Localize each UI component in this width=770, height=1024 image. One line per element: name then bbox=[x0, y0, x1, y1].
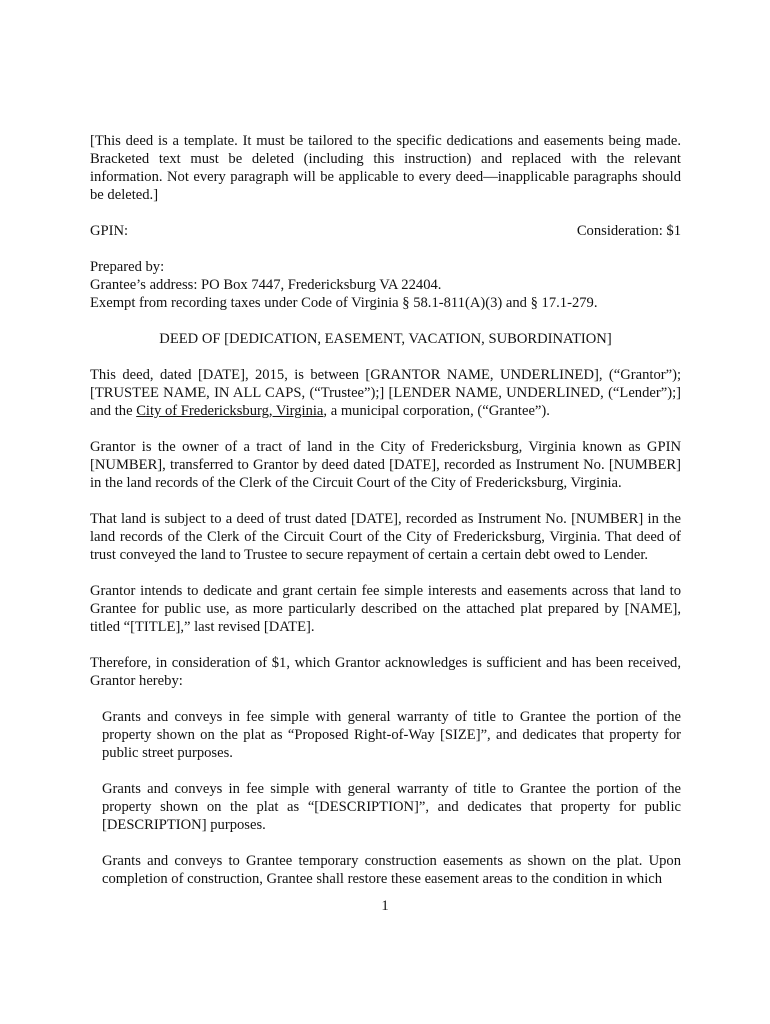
template-instruction: [This deed is a template. It must be tailored to the specific dedications and easements being made. Bracketed text must be deleted (including this instruction) and replaced with the relevant information. Not every paragraph will be applicable to every deed—inapplicable paragraphs should be deleted.] bbox=[90, 133, 681, 203]
parties-intro: This deed, dated [DATE], 2015, is between [GRANTOR NAME, UNDERLINED], (“Grantor”); [TRUSTEE NAME, IN ALL CAPS, (“Trustee”);] [LENDER NAME, UNDERLINED, (“Lender”);] and the bbox=[90, 367, 681, 419]
page-number: 1 bbox=[381, 898, 389, 914]
document-body bbox=[90, 132, 681, 906]
consideration-amount: Consideration: $1 bbox=[576, 223, 681, 239]
consideration-paragraph: Therefore, in consideration of $1, which Grantor acknowledges is sufficient and has been received, Grantor hereby: bbox=[90, 655, 681, 689]
deed-of-trust-paragraph: That land is subject to a deed of trust dated [DATE], recorded as Instrument No. [NUMBER] in the land records of the Clerk of the Circuit Court of the City of Fredericksburg, Virginia. That deed of trust conveyed the land to Trustee to secure repayment of certain a certain debt owed to Lender. bbox=[90, 511, 681, 563]
ownership-paragraph: Grantor is the owner of a tract of land in the City of Fredericksburg, Virginia known as GPIN [NUMBER], transferred to Grantor by deed dated [DATE], recorded as Instrument No. [NUMBER] in the land records of the Clerk of the Circuit Court of the City of Fredericksburg, Virginia. bbox=[90, 439, 681, 491]
deed-title: DEED OF [DEDICATION, EASEMENT, VACATION, SUBORDINATION] bbox=[159, 331, 612, 347]
parties-outro: , a municipal corporation, (“Grantee”). bbox=[323, 403, 550, 419]
grant-clause-temporary-easement: Grants and conveys to Grantee temporary construction easements as shown on the plat. Upon completion of construction, Grantee shall restore these easement areas to the condition in which bbox=[102, 853, 681, 887]
tax-exemption: Exempt from recording taxes under Code of Virginia § 58.1-811(A)(3) and § 17.1-279. bbox=[90, 295, 598, 311]
prepared-by: Prepared by: bbox=[90, 259, 165, 275]
intent-paragraph: Grantor intends to dedicate and grant certain fee simple interests and easements across that land to Grantee for public use, as more particularly described on the attached plat prepared by [NAME], titled “[TITLE],” last revised [DATE]. bbox=[90, 583, 681, 635]
prepared-block bbox=[90, 258, 681, 312]
gpin-label: GPIN: bbox=[90, 223, 129, 239]
grant-clause-right-of-way: Grants and conveys in fee simple with general warranty of title to Grantee the portion of the property shown on the plat as “Proposed Right-of-Way [SIZE]”, and dedicates that property for public street purposes. bbox=[102, 709, 681, 761]
grantee-address: Grantee’s address: PO Box 7447, Fredericksburg VA 22404. bbox=[90, 277, 442, 293]
parties-paragraph bbox=[90, 366, 681, 420]
gpin-consideration-row bbox=[90, 222, 681, 240]
grantee-city-name: City of Fredericksburg, Virginia bbox=[136, 403, 324, 419]
grant-clause-description: Grants and conveys in fee simple with general warranty of title to Grantee the portion of the property shown on the plat as “[DESCRIPTION]”, and dedicates that property for public [DESCRIPTION] purposes. bbox=[102, 781, 681, 833]
